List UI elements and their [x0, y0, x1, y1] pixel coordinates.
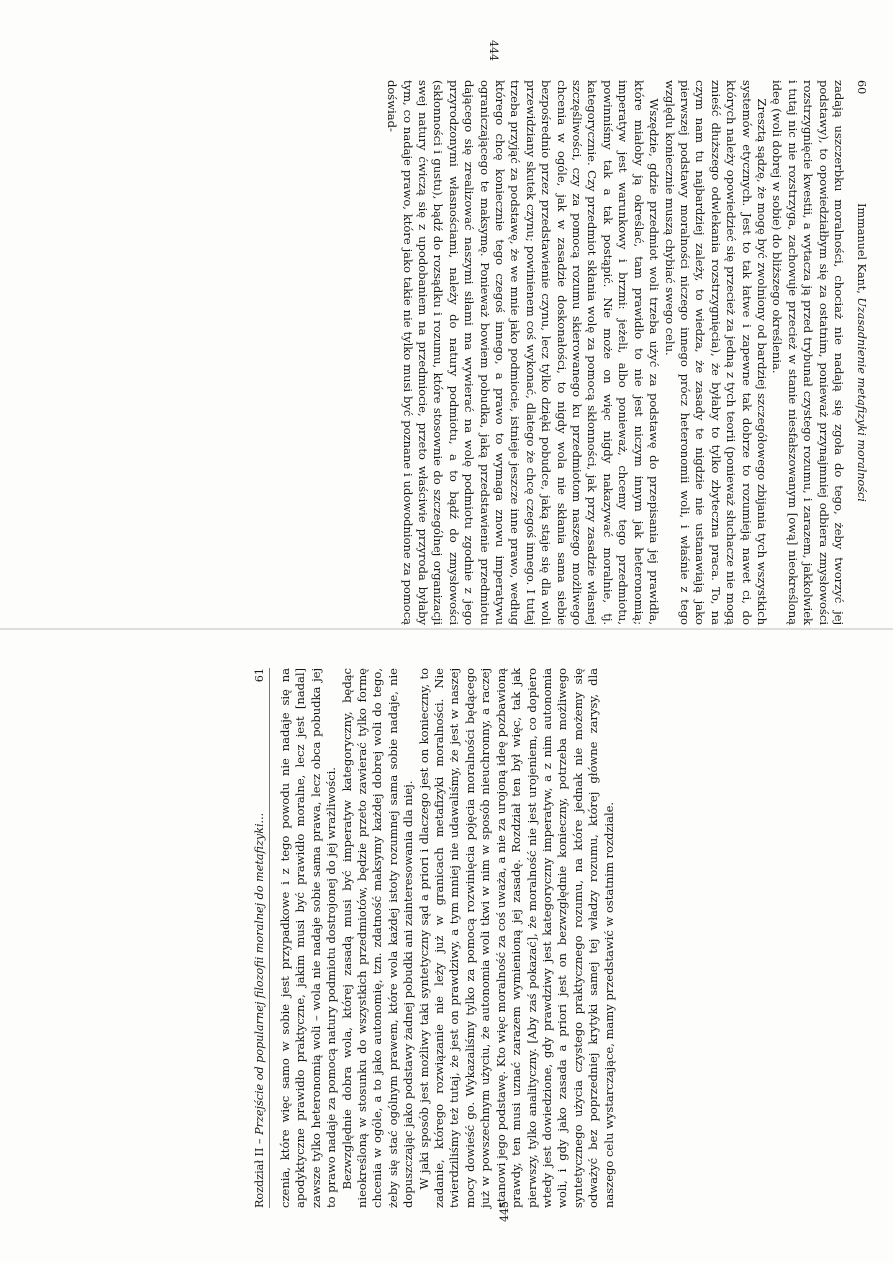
page-number: 60: [855, 80, 868, 95]
paragraph: zadają uszczerbku moralności, chociaż nie nadają się zgoła do tego, żeby tworzyć jej podstawy), to opowiedziałbym się za ostatnim, ponieważ przynajmniej odbiera zmysłowości rozstrzygnięcie kwestii, a wytacza ją przed trybunał czystego rozumu, i zarazem, jakkolwiek i tutaj nic nie rozstrzyga, zachowuje przecież w stanie niesfałszowanym [ową] nieokreśloną ideę (woli dobrej w sobie) do bliższego określenia.: [770, 80, 846, 625]
running-header-left: [854, 80, 868, 625]
page-60-body: [384, 80, 846, 625]
running-title: Immanuel Kant, Uzasadnienie metafizyki moralności: [855, 203, 868, 502]
margin-reference-number: 445: [498, 1201, 511, 1222]
margin-reference-number: 444: [487, 40, 500, 61]
paragraph: czenia, które więc samo w sobie jest przypadkowe i z tego powodu nie nadaje się na apodyktyczne prawidło praktyczne, jakim musi być prawidło moralne, lecz jest [nadal] zawsze tylko heteronomią woli – wola nie nadaje sobie sama prawa, lecz obca pobudka jej to prawo nadaje za pomocą natury podmiotu dostrojonej do jej wrażliwości.: [278, 668, 339, 1208]
page-60: [384, 80, 868, 625]
page-61: [253, 668, 617, 1208]
paragraph: Bezwzględnie dobra wola, której zasadą musi być imperatyw kategoryczny, będąc nieokreśloną w stosunku do wszystkich przedmiotów, będzie przeto zawierać tylko formę chcenia w ogóle, a to jako autonomię, tzn. zdatność maksymy każdej dobrej woli do tego, żeby się stać ogólnym prawem, które wola każdej istoty rozumnej sama sobie nadaje, nie dopuszczając jako podstawy żadnej pobudki ani zainteresowania dla niej.: [339, 668, 416, 1208]
page-fold-divider: [0, 628, 893, 630]
running-title: Rozdział II – Przejście od popularnej filozofii moralnej do metafizyki...: [253, 812, 266, 1208]
running-header-right: [253, 668, 270, 1208]
page-number: 61: [253, 668, 266, 683]
paragraph: Wszędzie, gdzie przedmiot woli trzeba użyć za podstawę do przepisania jej prawidła, które miałoby ją określać, tam prawidło to nie jest niczym innym jak heteronomią; imperatyw jest warunkowy i brzmi: jeżeli, albo ponieważ, chcemy tego przedmiotu, powinniśmy tak a tak postąpić. Nie może on więc nigdy nakazywać moralnie, tj. kategorycznie. Czy przedmiot skłania wolę za pomocą skłonności, jak przy zasadzie własnej szczęśliwości, czy za pomocą rozumu skierowanego ku przedmiotom naszego możliwego chcenia w ogóle, jak w zasadzie doskonałości, to nigdy wola nie skłania sama siebie bezpośrednio przez przedstawienie czynu, lecz tylko dzięki pobudce, jaką staje się dla woli przewidziany skutek czynu; powinienem coś wykonać, dlatego że chcę czegoś innego. I tutaj trzeba przyjąć za podstawę, że we mnie jako podmiocie, istnieje jeszcze inne prawo, według którego chcę koniecznie tego czegoś innego, a prawo to wymaga znowu imperatywu ograniczającego te maksymę. Ponieważ bowiem pobudka, jaką przedstawienie przedmiotu dającego się zrealizować naszymi siłami ma wywierać na wolę podmiotu zgodnie z jego przyrodzonymi własnościami, należy do natury podmiotu, a to bądź do zmysłowości (skłonności i gustu), bądź do rozsądku i rozumu, które stosownie do szczególnej organizacji swej natury ćwiczą się z upodobaniem na przedmiocie, przeto właściwie przyroda byłaby tym, co nadaje prawo, które jako takie nie tylko musi być poznane i udowodnione za pomocą doświad-: [385, 80, 662, 625]
page-61-body: [278, 668, 617, 1208]
paragraph: W jaki sposób jest możliwy taki syntetyczny sąd a priori i dlaczego jest on konieczny, to zadanie, którego rozwiązanie nie leży już w granicach metafizyki moralności. Nie twierdziliśmy też tutaj, że jest on prawdziwy, a tym mniej nie udawaliśmy, że jest w naszej mocy dowieść go. Wykazaliśmy tylko za pomocą rozwinięcia pojęcia moralności będącego już w powszechnym użyciu, że autonomia woli tkwi w nim w sposób nieuchronny, a raczej stanowi jego podstawę. Kto więc moralność za coś uważa, a nie za urojoną ideę pozbawioną prawdy, ten musi uznać zarazem wymienioną jej zasadę. Rozdział ten był więc, tak jak pierwszy, tylko analityczny. [Aby zaś pokazać], że moralność nie jest urojeniem, co dopiero wtedy jest dowiedzione, gdy prawdziwy jest kategoryczny imperatyw, a z nim autonomia woli, i gdy jako zasada a priori jest on bezwzględnie konieczny, potrzeba możliwego syntetycznego użycia czystego praktycznego rozumu, na które jednak nie możemy się odważyć bez poprzedniej krytyki samej tej władzy rozumu, której główne zarysy, dla naszego celu wystarczające, mamy przedstawić w ostatnim rozdziale.: [416, 668, 616, 1208]
paragraph: Zresztą sądzę, że mogę być zwolniony od bardziej szczegółowego zbijania tych wszystkich systemów etycznych. Jest to tak łatwe i zapewne tak dobrze to rozumieją nawet ci, do których należy opowiedzieć się przecież za jedną z tych teorii (ponieważ słuchacze nie mogą znieść dłuższego odwlekania rozstrzygnięcia), że byłaby to tylko zbyteczna praca. To, na czym nam tu najbardziej zależy, to wiedza, że zasady te nigdzie nie ustanawiają jako pierwszej podstawy moralności niczego innego prócz heteronomii woli, i właśnie z tego względu koniecznie muszą chybiać swego celu.: [662, 80, 769, 625]
